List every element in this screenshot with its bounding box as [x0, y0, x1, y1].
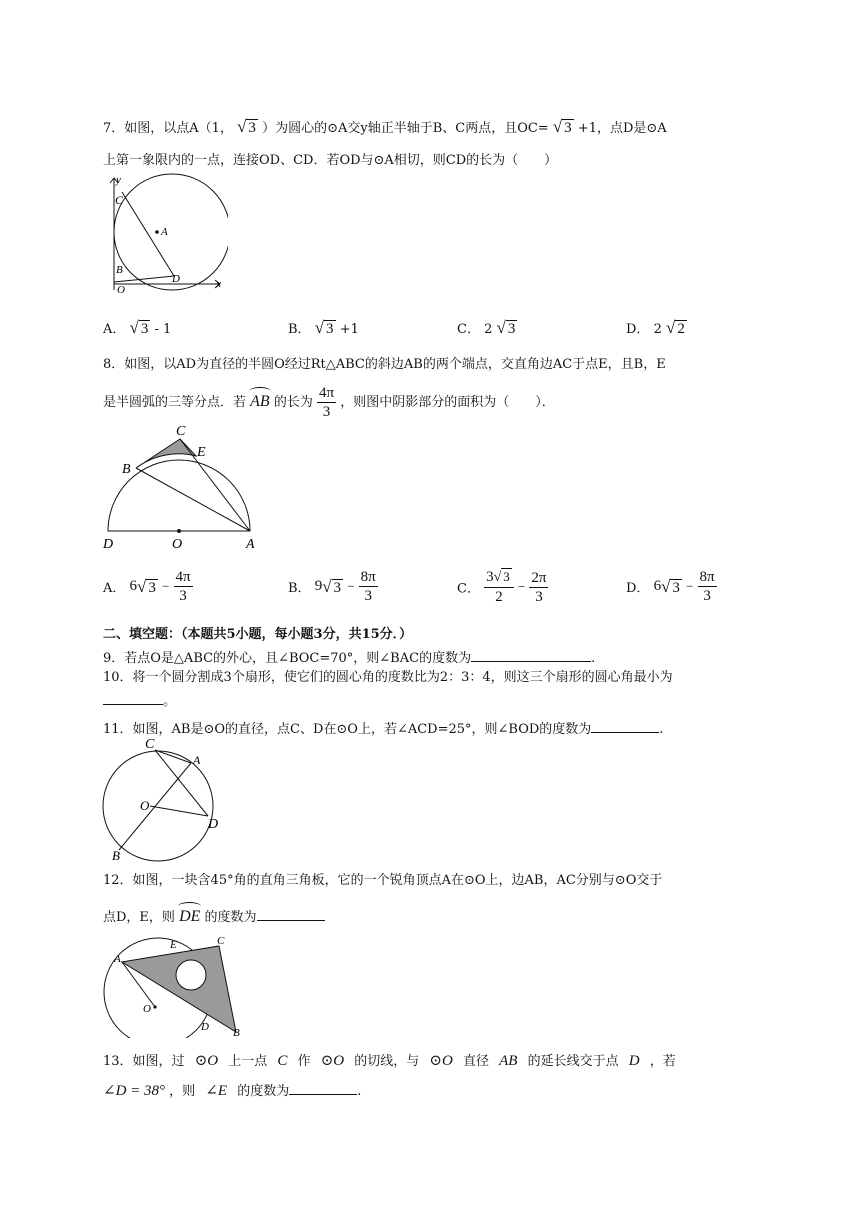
section-title: 二、填空题：（本题共5小题，每小题3分，共15分．）	[103, 627, 413, 642]
q10-answer-blank[interactable]	[103, 690, 163, 705]
q12-label-b: B	[233, 1027, 240, 1038]
q7-option-d: D． 2 √ 2	[626, 318, 685, 337]
q11-figure	[100, 736, 228, 864]
q12-label-c: C	[217, 935, 225, 947]
q12-label-d: D	[201, 1021, 209, 1033]
q8-arc-ab: AB	[250, 387, 270, 413]
q8-option-a: A． 6√ 3 − $\frac{4\pi}{3}$	[103, 569, 191, 604]
q12-label-e: E	[170, 939, 177, 951]
q11: 11．如图，AB是⊙O的直径，点C、D在⊙O上，若∠ACD=25°，则∠BOD的度数为 .	[103, 718, 663, 739]
q11-label-c: C	[145, 737, 155, 752]
q12-answer-blank[interactable]	[257, 906, 325, 921]
q7-text-b: ）为圆心的⊙A交y轴正半轴于B、C两点，且OC=	[262, 121, 549, 136]
q7-option-b: B． √ 3 +1	[288, 318, 359, 337]
q8-option-b: B． 9√ 3 − $\frac{8\pi}{3}$	[288, 569, 376, 604]
q12-line1: 12．如图，一块含45°角的直角三角板，它的一个锐角顶点A在⊙O上，边AB，AC分别与⊙O交于	[103, 873, 663, 888]
q10-line1: 10．将一个圆分割成3个扇形，使它们的圆心角的度数比为2：3：4，则这三个扇形的圆心角最小为	[103, 670, 673, 685]
q8-line2: 是半圆弧的三等分点．若 AB 的长为 $\frac{4\pi}{3}$ ，则图中阴影部分的面积为（ ）．	[103, 385, 555, 420]
q7-option-a: A． √ 3 - 1	[103, 318, 172, 337]
q11-label-o: O	[140, 798, 150, 813]
q11-label-a: A	[193, 753, 201, 767]
q7-label-a: A	[161, 226, 168, 238]
q9-answer-blank[interactable]	[471, 647, 591, 662]
q11-label-d: D	[208, 817, 219, 832]
q8-option-c: C． $\frac{3√ 3}{2}$ − $\frac{2\pi}{3}$	[457, 569, 547, 605]
q12-label-a: A	[114, 953, 121, 965]
q8-label-c: C	[176, 424, 186, 439]
q10-line2: 。	[103, 690, 176, 711]
q7-label-x: x	[216, 278, 221, 290]
q7-label-d: D	[172, 273, 180, 285]
q13-answer-blank[interactable]	[289, 1080, 357, 1095]
q8-line1: 8．如图，以AD为直径的半圆O经过Rt△ABC的斜边AB的两个端点，交直角边AC于点E，且B，E	[103, 357, 666, 372]
q12-arc-de: DE	[179, 902, 200, 928]
q12-label-o: O	[143, 1003, 151, 1015]
q7-label-y: y	[116, 174, 121, 186]
q12-figure	[100, 932, 250, 1038]
q9: 9．若点O是△ABC的外心，且∠BOC=70°，则∠BAC的度数为 .	[103, 647, 595, 668]
q11-answer-blank[interactable]	[591, 718, 659, 733]
q8-option-d: D． 6√ 3 − $\frac{8\pi}{3}$	[626, 569, 715, 604]
q7-label-c: C	[115, 193, 124, 207]
q7-line2: 上第一象限内的一点，连接OD、CD．若OD与⊙A相切，则CD的长为（ ）	[103, 153, 558, 168]
q13-line1: 13．如图，过 ⊙O 上一点 C 作 ⊙O 的切线，与 ⊙O 直径 AB 的延长线交于点 D ，若	[103, 1053, 676, 1069]
q7-sqrt3-a: √ 3	[237, 117, 256, 136]
q7-text-a: 7．如图，以点A（1，	[103, 121, 233, 136]
q7-label-o: O	[117, 284, 125, 296]
q8-label-e: E	[197, 445, 206, 460]
q8-label-b: B	[122, 462, 131, 477]
q11-label-b: B	[112, 848, 120, 863]
q8-arc-length: $\frac{4\pi}{3}$	[319, 385, 335, 420]
q8-figure	[100, 418, 270, 554]
q7-option-c: C． 2 √ 3	[457, 318, 516, 337]
q7-line1	[103, 118, 667, 138]
q13-line2: ∠D = 38° ，则 ∠E 的度数为 .	[103, 1080, 361, 1103]
q8-label-d: D	[103, 537, 114, 552]
q8-label-o: O	[172, 537, 183, 552]
q12-line2: 点D，E，则 DE 的度数为	[103, 902, 325, 929]
q7-label-b: B	[116, 264, 123, 276]
q7-text-c: +1，点D是⊙A	[577, 121, 667, 136]
q8-label-a: A	[246, 537, 255, 552]
q7-figure	[100, 172, 228, 296]
q7-sqrt3-b: √ 3	[552, 117, 572, 136]
